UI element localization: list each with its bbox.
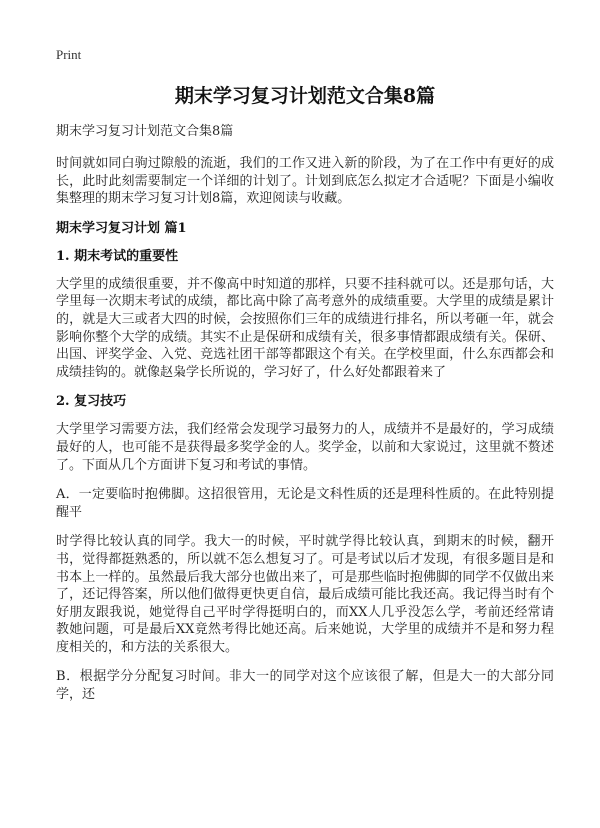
article-heading: 期末学习复习计划 篇1: [56, 220, 187, 236]
tip-a-paragraph: A．一定要临时抱佛脚。这招很管用，无论是文科性质的还是理科性质的。在此特别提醒平: [56, 487, 554, 520]
section1-paragraph: 大学里的成绩很重要，并不像高中时知道的那样，只要不挂科就可以。还是那句话，大学里每一次期末考试的成绩，都比高中除了高考意外的成绩重要。大学里的成绩是累计的，就是大三或者大四的时候，会按照你们三年的成绩进行排名，所以考砸一年，就会影响你整个大学的成绩。其实不止是保研和成绩有关，很多事情都跟成绩有关。保研、出国、评奖学金、入党、竞选社团干部等都跟这个有关。在学校里面，什么东西都会和成绩挂钩的。就像赵枭学长所说的，学习好了，什么好处都跟着来了: [56, 276, 554, 380]
section1-heading: 1. 期末考试的重要性: [56, 248, 179, 264]
print-link[interactable]: Print: [56, 47, 82, 62]
section2-heading: 2. 复习技巧: [56, 394, 127, 410]
intro-paragraph: 时间就如同白驹过隙般的流逝，我们的工作又进入新的阶段，为了在工作中有更好的成长，此时此刻需要制定一个详细的计划了。计划到底怎么拟定才合适呢？下面是小编收集整理的期末学习复习计划8篇，欢迎阅读与收藏。: [56, 156, 554, 207]
tip-b-paragraph: B．根据学分分配复习时间。非大一的同学对这个应该很了解，但是大一的大部分同学，还: [56, 669, 554, 703]
tip-a-detail-paragraph: 时学得比较认真的同学。我大一的时候，平时就学得比较认真，到期末的时候，翻开书，觉得都挺熟悉的，所以就不怎么想复习了。可是考试以后才发现，有很多题目是和书本上一样的。虽然最后我大部分也做出来了，可是那些临时抱佛脚的同学不仅做出来了，还记得答案，所以他们做得更快更自信，最后成绩可能比我还高。我记得当时有个好朋友跟我说，她觉得自己平时学得挺明白的，而XX人几乎没怎么学，考前还经常请教她问题，可是最后XX竟然考得比她还高。后来她说，大学里的成绩并不是和努力程度相关的，和方法的关系很大。: [56, 534, 554, 655]
section2-paragraph: 大学里学习需要方法，我们经常会发现学习最努力的人，成绩并不是最好的，学习成绩最好的人，也可能不是获得最多奖学金的人。奖学金，以前和大家说过，这里就不赘述了。下面从几个方面讲下复习和考试的事情。: [56, 422, 554, 473]
page-subtitle: 期末学习复习计划范文合集8篇: [56, 124, 234, 139]
page-title: 期末学习复习计划范文合集8篇: [174, 85, 436, 107]
